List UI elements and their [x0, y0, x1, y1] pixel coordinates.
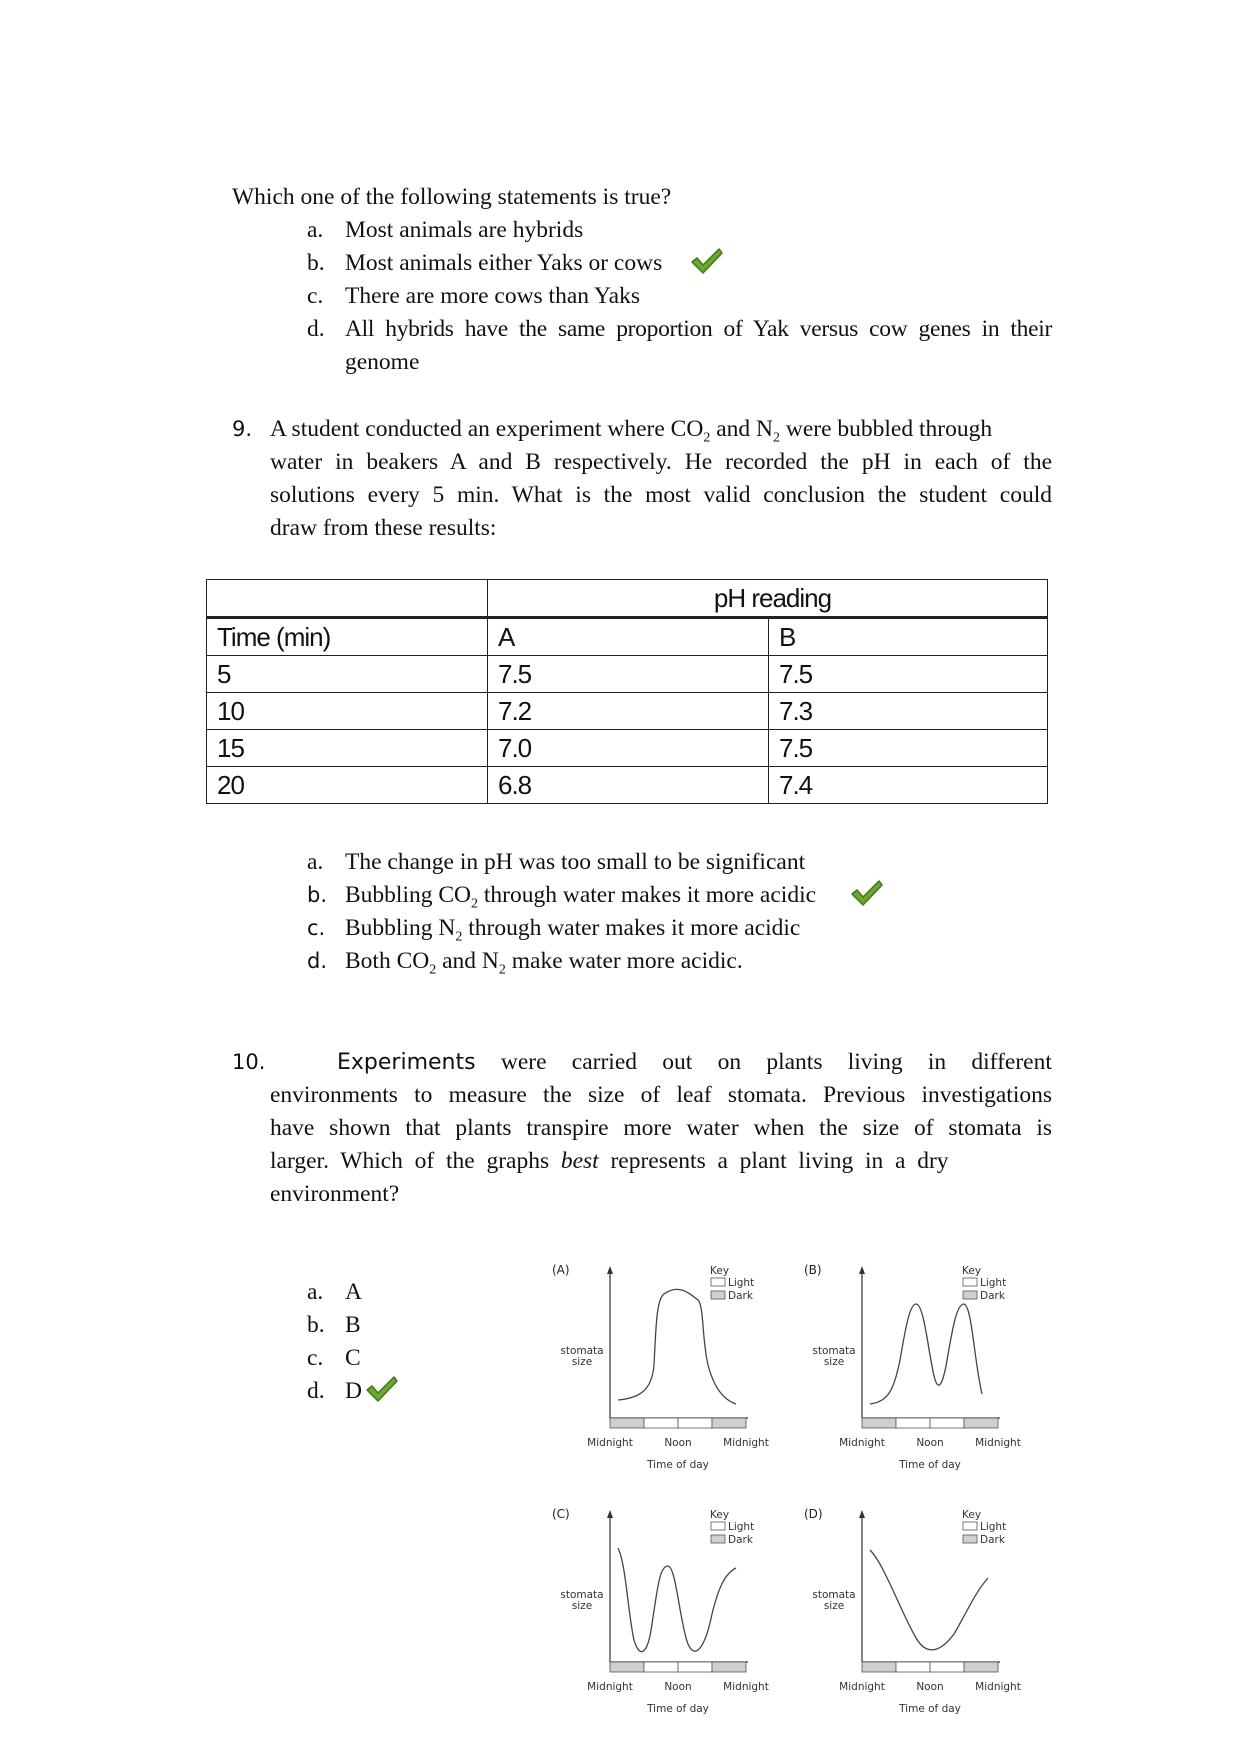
ph-table	[206, 579, 1048, 804]
y-axis-arrow-icon	[607, 1510, 613, 1518]
q8-option-letter: a.	[307, 217, 324, 243]
light-period-bar	[930, 1662, 964, 1672]
table-row	[207, 767, 1048, 804]
y-axis-label: size	[571, 1356, 593, 1368]
q9-option-text: Both $CO_2$ and $N_2$ make water more acidic.	[345, 948, 743, 978]
table-cell: 6.8	[488, 767, 769, 804]
dark-period-bar	[610, 1662, 644, 1672]
key-dark-label: Dark	[728, 1534, 753, 1546]
q9-option-text: The change in pH was too small to be significant	[345, 849, 806, 875]
q10-stem-line: Experiments were carried out on plants living in different	[337, 1049, 1052, 1075]
y-axis-arrow-icon	[859, 1510, 865, 1518]
q8-stem: Which one of the following statements is true?	[232, 184, 672, 210]
dark-period-bar	[712, 1662, 746, 1672]
x-tick-label: Midnight	[723, 1681, 769, 1693]
key-light-swatch	[711, 1522, 725, 1530]
q8-option-letter: d.	[307, 316, 325, 342]
key-light-label: Light	[728, 1277, 755, 1289]
table-row	[207, 730, 1048, 767]
key-dark-label: Dark	[980, 1290, 1005, 1302]
key-title: Key	[710, 1265, 730, 1277]
table-header: A	[488, 618, 769, 656]
q10-option-letter: d.	[307, 1378, 325, 1404]
y-axis-arrow-icon	[607, 1266, 613, 1274]
light-period-bar	[644, 1418, 678, 1428]
table-cell: 15	[207, 730, 488, 767]
table-row	[207, 656, 1048, 693]
stomata-graph-a	[548, 1258, 788, 1478]
q10-stem-line: environments to measure the size of leaf stomata. Previous investigations	[270, 1082, 1052, 1108]
q9-option-text: Bubbling $N_2$ through water makes it more acidic	[345, 915, 801, 945]
q10-option-letter: b.	[307, 1312, 325, 1338]
x-tick-label: Midnight	[723, 1437, 769, 1449]
graph-label: (B)	[804, 1263, 822, 1277]
x-tick-label: Midnight	[587, 1437, 633, 1449]
graph-label: (C)	[552, 1507, 570, 1521]
key-light-swatch	[963, 1522, 977, 1530]
table-cell: 5	[207, 656, 488, 693]
x-tick-label: Noon	[664, 1437, 692, 1449]
key-light-swatch	[711, 1278, 725, 1286]
x-tick-label: Noon	[916, 1437, 944, 1449]
checkmark-icon	[690, 247, 724, 275]
dark-period-bar	[712, 1418, 746, 1428]
table-cell: 7.0	[488, 730, 769, 767]
q10-stem-line: have shown that plants transpire more water when the size of stomata is	[270, 1115, 1052, 1141]
table-cell: 7.5	[488, 656, 769, 693]
key-title: Key	[710, 1509, 730, 1521]
stomata-graph-b	[800, 1258, 1040, 1478]
x-tick-label: Midnight	[839, 1681, 885, 1693]
light-period-bar	[678, 1418, 712, 1428]
y-axis-label: stomata	[812, 1345, 856, 1357]
table-cell: 7.4	[769, 767, 1048, 804]
q8-option-text: Most animals either Yaks or cows	[345, 250, 663, 276]
q10-stem-line: environment?	[270, 1181, 400, 1207]
q8-option-letter: b.	[307, 250, 325, 276]
table-cell: 20	[207, 767, 488, 804]
light-period-bar	[896, 1418, 930, 1428]
q10-option-text: A	[345, 1279, 362, 1305]
q10-option-letter: a.	[307, 1279, 324, 1305]
table-header: B	[769, 618, 1048, 656]
q10-number: 10.	[232, 1050, 266, 1074]
y-axis-label: stomata	[560, 1589, 604, 1601]
table-header-row	[207, 618, 1048, 656]
q8-option-letter: c.	[307, 283, 324, 309]
q8-option-text: Most animals are hybrids	[345, 217, 584, 243]
dark-period-bar	[964, 1662, 998, 1672]
q9-stem-line: A student conducted an experiment where $CO_2$ and $N_2$ were bubbled through	[270, 416, 993, 446]
q10-option-letter: c.	[307, 1345, 324, 1371]
q10-stem-line: larger. Which of the graphs best represents a plant living in a dry	[270, 1148, 949, 1174]
q9-stem-line: water in beakers A and B respectively. He recorded the pH in each of the	[270, 449, 1052, 475]
y-axis-label: stomata	[560, 1345, 604, 1357]
x-tick-label: Noon	[664, 1681, 692, 1693]
y-axis-label: size	[823, 1600, 845, 1612]
q8-option-text: There are more cows than Yaks	[345, 283, 640, 309]
q8-option-text-continued: genome	[345, 349, 420, 375]
q9-stem-line: solutions every 5 min. What is the most valid conclusion the student could	[270, 482, 1052, 508]
key-light-label: Light	[980, 1521, 1007, 1533]
stomata-graph-c	[548, 1502, 788, 1722]
x-axis-label: Time of day	[647, 1459, 709, 1471]
stomata-curve	[618, 1548, 736, 1652]
y-axis-arrow-icon	[859, 1266, 865, 1274]
key-dark-swatch	[963, 1535, 977, 1543]
checkmark-icon	[365, 1375, 399, 1403]
dark-period-bar	[862, 1418, 896, 1428]
q10-option-text: D	[345, 1378, 362, 1404]
stomata-graph-d	[800, 1502, 1040, 1722]
x-tick-label: Midnight	[975, 1681, 1021, 1693]
graph-label: (D)	[804, 1507, 823, 1521]
key-light-label: Light	[728, 1521, 755, 1533]
x-axis-label: Time of day	[899, 1459, 961, 1471]
stomata-curve	[618, 1289, 736, 1404]
q9-stem-line: draw from these results:	[270, 515, 497, 541]
x-axis-label: Time of day	[899, 1703, 961, 1715]
x-tick-label: Midnight	[975, 1437, 1021, 1449]
key-dark-label: Dark	[728, 1290, 753, 1302]
y-axis-label: stomata	[812, 1589, 856, 1601]
q9-option-letter: d.	[307, 949, 328, 973]
x-tick-label: Midnight	[839, 1437, 885, 1449]
key-dark-swatch	[711, 1291, 725, 1299]
key-light-swatch	[963, 1278, 977, 1286]
q10-option-text: B	[345, 1312, 361, 1338]
table-cell: 7.5	[769, 730, 1048, 767]
table-group-header: pH reading	[488, 580, 1048, 618]
graph-label: (A)	[552, 1263, 570, 1277]
key-title: Key	[962, 1265, 982, 1277]
x-axis-label: Time of day	[647, 1703, 709, 1715]
q9-option-text: Bubbling $CO_2$ through water makes it more acidic	[345, 882, 817, 912]
table-cell: 7.2	[488, 693, 769, 730]
table-cell	[207, 580, 488, 618]
dark-period-bar	[964, 1418, 998, 1428]
q10-option-text: C	[345, 1345, 361, 1371]
key-dark-swatch	[711, 1535, 725, 1543]
key-title: Key	[962, 1509, 982, 1521]
x-tick-label: Noon	[916, 1681, 944, 1693]
x-tick-label: Midnight	[587, 1681, 633, 1693]
dark-period-bar	[862, 1662, 896, 1672]
key-light-label: Light	[980, 1277, 1007, 1289]
light-period-bar	[896, 1662, 930, 1672]
y-axis-label: size	[571, 1600, 593, 1612]
table-cell: 7.3	[769, 693, 1048, 730]
table-row	[207, 693, 1048, 730]
q8-option-text: All hybrids have the same proportion of Yak versus cow genes in their	[345, 316, 1052, 342]
stomata-curve	[870, 1304, 982, 1404]
q9-option-letter: c.	[307, 916, 326, 940]
light-period-bar	[644, 1662, 678, 1672]
checkmark-icon	[850, 879, 884, 907]
table-cell: 10	[207, 693, 488, 730]
table-header: Time (min)	[207, 618, 488, 656]
q9-option-letter: a.	[307, 849, 324, 875]
q9-option-letter: b.	[307, 883, 328, 907]
q9-number: 9.	[232, 417, 253, 441]
y-axis-label: size	[823, 1356, 845, 1368]
key-dark-label: Dark	[980, 1534, 1005, 1546]
dark-period-bar	[610, 1418, 644, 1428]
stomata-curve	[870, 1550, 988, 1650]
light-period-bar	[930, 1418, 964, 1428]
key-dark-swatch	[963, 1291, 977, 1299]
light-period-bar	[678, 1662, 712, 1672]
table-cell: 7.5	[769, 656, 1048, 693]
